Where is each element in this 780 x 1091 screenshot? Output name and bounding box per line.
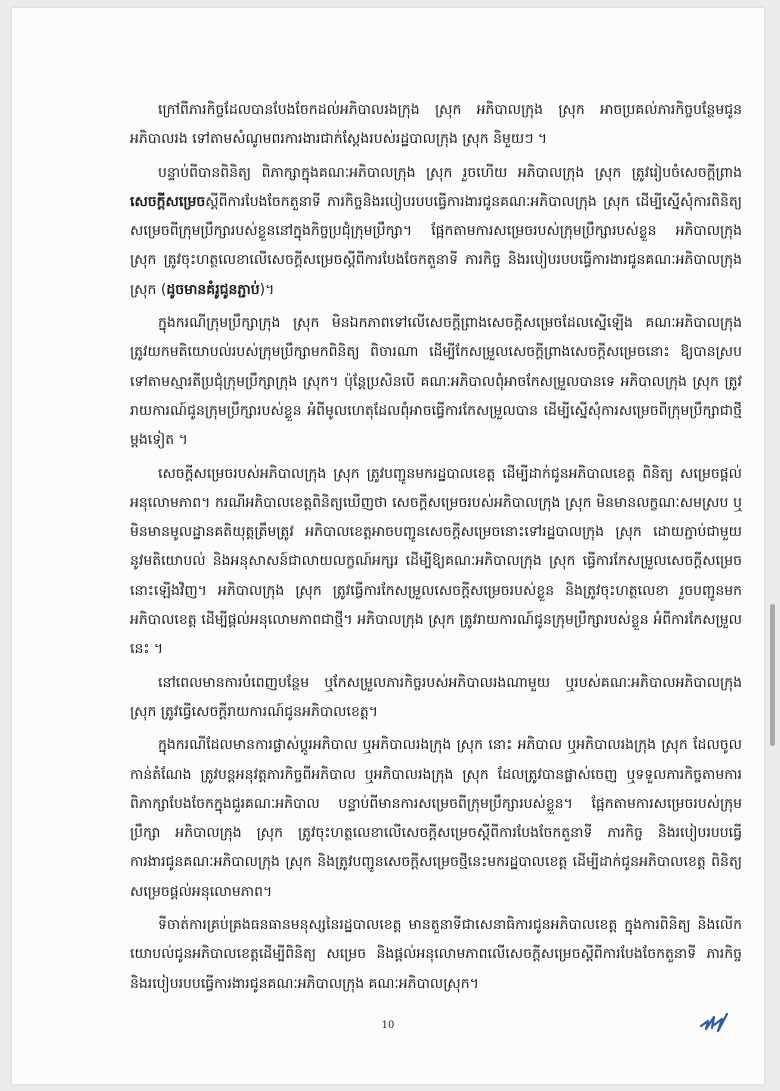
paragraph: ក្រៅពីភារកិច្ចដែលបានបែងចែកដល់អភិបាលរងក្រុង ស្រុក អភិបាលក្រុង ស្រុក អាចប្រគល់ភារកិច្ចបន្ថែមជូនអភិបាលរង ទៅតាមសំណូមពរការងារជាក់ស្តែងរបស់រដ្ឋបាលក្រុង ស្រុក និមួយៗ ។: [130, 102, 742, 148]
paragraph: [130, 159, 742, 305]
paragraph: សេចក្តីសម្រេចរបស់អភិបាលក្រុង ស្រុក ត្រូវបញ្ជូនមករដ្ឋបាលខេត្ត ដើម្បីដាក់ជូនអភិបាលខេត្ត ពិនិត្យ សម្រេចផ្តល់អនុលោមភាព។ ករណីអភិបាលខេត្តពិនិត្យឃើញថា សេចក្តីសម្រេចរបស់អភិបាលក្រុង ស្រុក មិនមានលក្ខណៈសមស្រប ឬមិនមានមូលដ្ឋានគតិយុត្តត្រឹមត្រូវ អភិបាលខេត្តអាចបញ្ជូនសេចក្តីសម្រេចនោះទៅរដ្ឋបាលក្រុង ស្រុក ដោយភ្ជាប់ជាមួយនូវមតិយោបល់ និងអនុសាសន៍ជាលាយលក្ខណ៍អក្សរ ដើម្បីឱ្យគណៈអភិបាលក្រុង ស្រុក ធ្វើការកែសម្រួលសេចក្តីសម្រេចនោះឡើងវិញ។ អភិបាលក្រុង ស្រុក ត្រូវធ្វើការកែសម្រួលសេចក្តីសម្រេចរបស់ខ្លួន និងត្រូវចុះហត្ថលេខា រួចបញ្ជូនមកអភិបាលខេត្ត ដើម្បីផ្តល់អនុលោមភាពជាថ្មី។ អភិបាលក្រុង ស្រុក ត្រូវរាយការណ៍ជូនក្រុមប្រឹក្សារបស់ខ្លួន អំពីការកែសម្រួលនេះ ។: [130, 465, 742, 658]
handwritten-initials: [698, 1009, 730, 1035]
paragraph: នៅពេលមានការបំពេញបន្ថែម ឬកែសម្រួលភារកិច្ចរបស់អភិបាលរងណាមួយ ឬរបស់គណៈអភិបាលអភិបាលក្រុង ស្រុក ត្រូវធ្វើសេចក្តីរាយការណ៍ជូនអភិបាលខេត្ត។: [130, 674, 742, 720]
bold-phrase: ដូចមានគំរូជូនភ្ជាប់: [166, 281, 260, 298]
document-body: [130, 96, 742, 1003]
paragraph-text: បន្ទាប់ពីបានពិនិត្យ ពិភាក្សាក្នុងគណៈអភិបាលក្រុង ស្រុក រួចហើយ អភិបាលក្រុង ស្រុក ត្រូវរៀបចំសេចក្តីព្រាង: [158, 164, 742, 181]
paragraph-text: )។: [259, 281, 275, 298]
scrollbar-track[interactable]: [769, 0, 777, 1091]
scrollbar-thumb[interactable]: [770, 604, 775, 746]
bold-phrase: សេចក្តីសម្រេច: [130, 193, 206, 210]
paragraph: ទីចាត់ការគ្រប់គ្រងធនធានមនុស្សនៃរដ្ឋបាលខេត្ត មានតួនាទីជាសេនាធិការជូនអភិបាលខេត្ត ក្នុងការពិនិត្យ និងលើកយោបល់ជូនអភិបាលខេត្តដើម្បីពិនិត្យ សម្រេច និងផ្តល់អនុលោមភាពលើសេចក្តីសម្រេចស្តីពីការបែងចែកតួនាទី ភារកិច្ចនិងរបៀបរបបធ្វើការងារជូនគណៈអភិបាលក្រុង គណៈអភិបាលស្រុក។: [130, 917, 742, 992]
document-page: [12, 8, 764, 1084]
paragraph: ក្នុងករណីក្រុមប្រឹក្សាក្រុង ស្រុក មិនឯកភាពទៅលើសេចក្តីព្រាងសេចក្តីសម្រេចដែលស្នើឡើង គណៈអភិបាលក្រុងត្រូវយកមតិយោបល់របស់ក្រុមប្រឹក្សាមកពិនិត្យ ពិចារណា ដើម្បីកែសម្រួលសេចក្តីព្រាងសេចក្តីសម្រេចនោះ ឱ្យបានស្របទៅតាមស្មារតីប្រជុំក្រុមប្រឹក្សាក្រុង ស្រុក។ ប៉ុន្តែប្រសិនបើ គណៈអភិបាលពុំអាចកែសម្រួលបានទេ អភិបាលក្រុង ស្រុក ត្រូវរាយការណ៍ជូនក្រុមប្រឹក្សារបស់ខ្លួន អំពីមូលហេតុដែលពុំអាចធ្វើការកែសម្រួលបាន ដើម្បីស្នើសុំការសម្រេចពីក្រុមប្រឹក្សាជាថ្មីម្តងទៀត ។: [130, 315, 742, 449]
paragraph: ក្នុងករណីដែលមានការផ្លាស់ប្តូរអភិបាល ឬអភិបាលរងក្រុង ស្រុក នោះ អភិបាល ឬអភិបាលរងក្រុង ស្រុក ដែលចូលកាន់តំណែង ត្រូវបន្តអនុវត្តភារកិច្ចពីអភិបាល ឬអភិបាលរងក្រុង ស្រុក ដែលត្រូវបានផ្លាស់ចេញ ឬទទួលភារកិច្ចតាមការពិភាក្សាបែងចែកក្នុងជួរគណៈអភិបាល បន្ទាប់ពីមានការសម្រេចពីក្រុមប្រឹក្សារបស់ខ្លួន។ ផ្អែកតាមការសម្រេចរបស់ក្រុមប្រឹក្សា អភិបាលក្រុង ស្រុក ត្រូវចុះហត្ថលេខាលើសេចក្តីសម្រេចស្តីពីការបែងចែកតួនាទី ភារកិច្ច និងរបៀបរបបធ្វើការងារជូនគណៈអភិបាលក្រុង ស្រុក និងត្រូវបញ្ជូនសេចក្តីសម្រេចថ្មីនេះមករដ្ឋបាលខេត្ត ដើម្បីដាក់ជូនអភិបាលខេត្ត ពិនិត្យ សម្រេចផ្តល់អនុលោមភាព។: [130, 737, 742, 900]
paragraph-text: ស្តីពីការបែងចែកតួនាទី ភារកិច្ចនិងរបៀបរបបធ្វើការងារជូនគណៈអភិបាលក្រុង ស្រុក ដើម្បីស្នើសុំការពិនិត្យ សម្រេចពីក្រុមប្រឹក្សារបស់ខ្លួននៅក្នុងកិច្ចប្រជុំក្រុមប្រឹក្សា។ ផ្អែកតាមការសម្រេចរបស់ក្រុមប្រឹក្សារបស់ខ្លួន អភិបាលក្រុង ស្រុក ត្រូវចុះហត្ថលេខាលើសេចក្តីសម្រេចស្តីពីការបែងចែកតួនាទី ភារកិច្ច និងរបៀបរបបធ្វើការងារជូនគណៈអភិបាលក្រុង ស្រុក (: [130, 193, 742, 298]
page-number: 10: [381, 1020, 395, 1031]
